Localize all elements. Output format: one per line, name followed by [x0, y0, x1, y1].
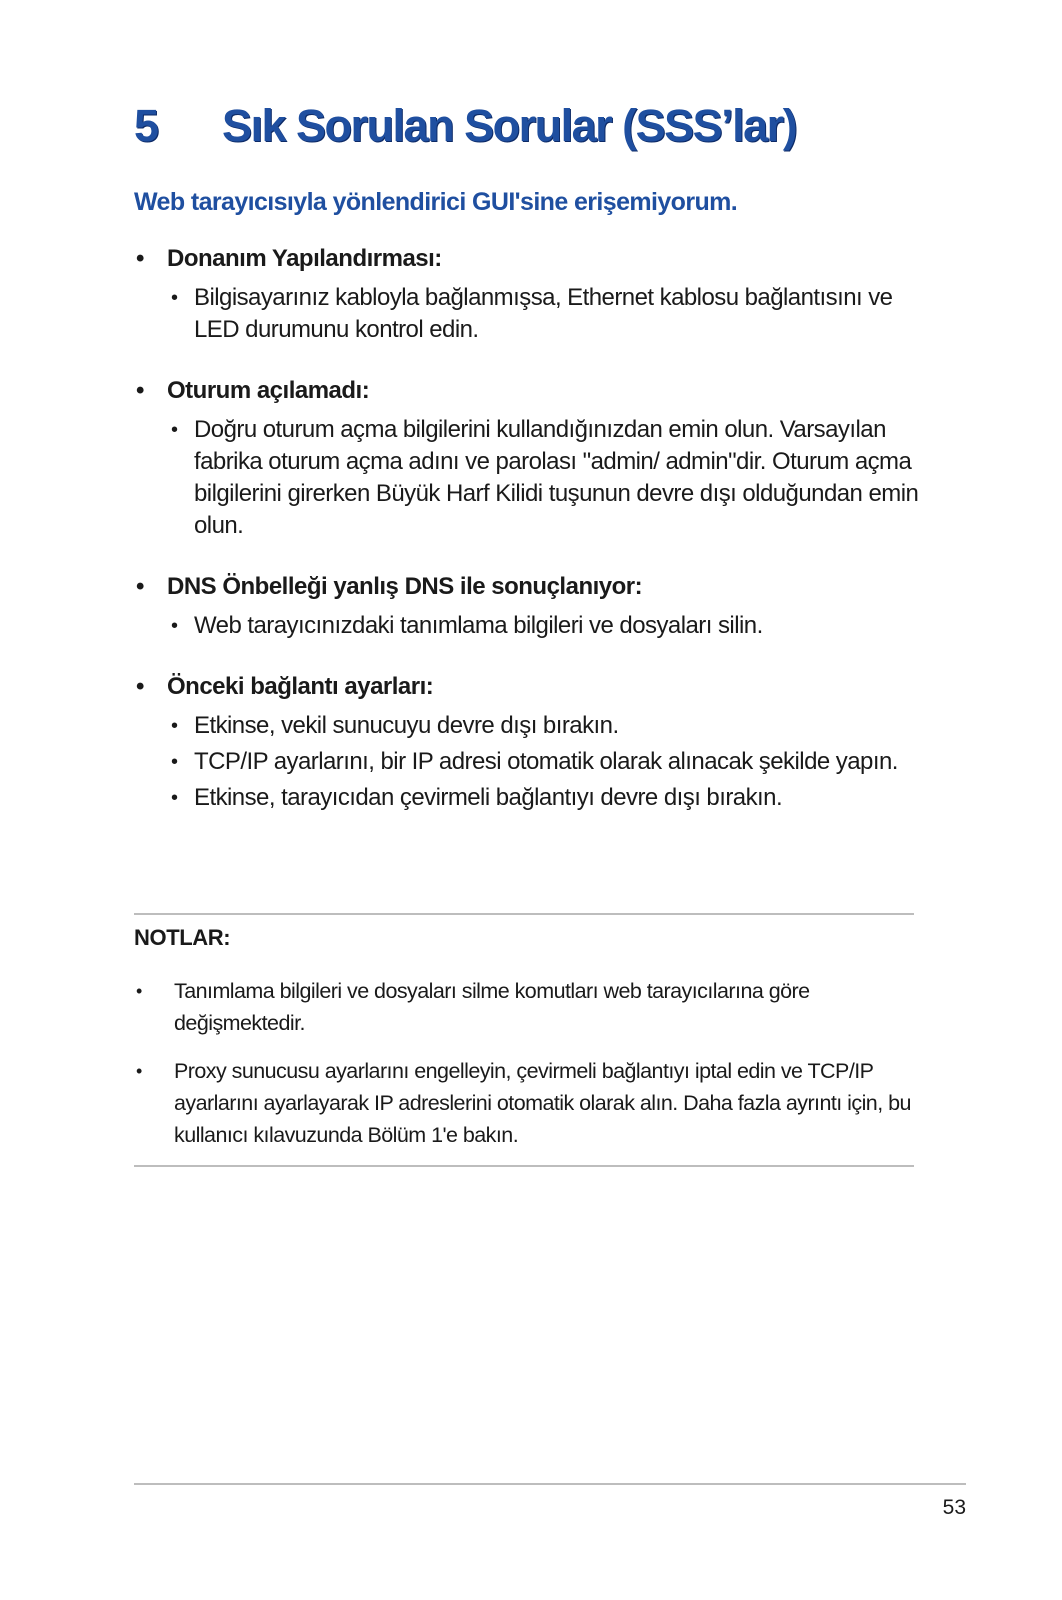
note-list [134, 975, 914, 1151]
list-item [134, 610, 924, 642]
page-number: 53 [942, 1496, 966, 1519]
chapter-title [134, 100, 796, 152]
list-item [134, 414, 924, 542]
list-item-text: Doğru oturum açma bilgilerini kullandığınızdan emin olun. Varsayılan fabrika oturum açma adını ve parolası "admin/ admin"dir. Oturum açma bilgilerini girerken Büyük Harf Kilidi tuşunun devre dışı olduğundan emin olun. [194, 416, 919, 539]
group-title-text: Önceki bağlantı ayarları: [167, 673, 434, 700]
bullet-icon: • [171, 287, 178, 309]
list-item [134, 782, 924, 814]
sub-list [134, 282, 924, 346]
bullet-icon: • [171, 751, 178, 773]
troubleshooting-group-login [134, 372, 924, 542]
chapter-number: 5 [134, 100, 158, 151]
note-item-text: Proxy sunucusu ayarlarını engelleyin, çevirmeli bağlantıyı iptal edin ve TCP/IP ayarlarını ayarlayarak IP adreslerini otomatik olarak alın. Daha fazla ayrıntı için, bu kullanıcı kılavuzunda Bölüm 1'e bakın. [174, 1059, 911, 1147]
group-title [134, 668, 924, 706]
notes-title: NOTLAR: [134, 925, 231, 950]
group-title-text: Donanım Yapılandırması: [167, 245, 442, 272]
bullet-icon: • [171, 419, 178, 441]
list-item [134, 746, 924, 778]
group-title-text: DNS Önbelleği yanlış DNS ile sonuçlanıyor: [167, 573, 643, 600]
list-item [134, 282, 924, 346]
troubleshooting-list [134, 240, 924, 840]
section-heading: Web tarayıcısıyla yönlendirici GUI'sine erişemiyorum. [134, 188, 738, 216]
bullet-icon: • [136, 1061, 142, 1081]
list-item-text: Bilgisayarınız kabloyla bağlanmışsa, Ethernet kablosu bağlantısını ve LED durumunu kontrol edin. [194, 284, 893, 343]
note-item [134, 1055, 914, 1151]
list-item-text: Web tarayıcınızdaki tanımlama bilgileri ve dosyaları silin. [194, 612, 763, 639]
group-title [134, 240, 924, 278]
sub-list [134, 610, 924, 642]
bullet-icon: • [136, 981, 142, 1001]
group-title-text: Oturum açılamadı: [167, 377, 370, 404]
notes-box [134, 913, 914, 1167]
troubleshooting-group-dns-cache [134, 568, 924, 642]
bullet-icon: • [136, 245, 144, 272]
bullet-icon: • [136, 573, 144, 600]
bullet-icon: • [171, 715, 178, 737]
footer-divider [134, 1483, 966, 1485]
troubleshooting-group-hardware [134, 240, 924, 346]
bullet-icon: • [136, 377, 144, 404]
bullet-icon: • [136, 673, 144, 700]
chapter-title-text: Sık Sorulan Sorular (SSS’lar) [222, 100, 797, 151]
sub-list [134, 414, 924, 542]
note-item-text: Tanımlama bilgileri ve dosyaları silme komutları web tarayıcılarına göre değişmektedir. [174, 979, 810, 1035]
sub-list [134, 710, 924, 814]
bullet-icon: • [171, 615, 178, 637]
list-item-text: Etkinse, vekil sunucuyu devre dışı bırakın. [194, 712, 619, 739]
group-title [134, 372, 924, 410]
list-item-text: Etkinse, tarayıcıdan çevirmeli bağlantıyı devre dışı bırakın. [194, 784, 783, 811]
group-title [134, 568, 924, 606]
list-item [134, 710, 924, 742]
note-item [134, 975, 914, 1039]
list-item-text: TCP/IP ayarlarını, bir IP adresi otomatik olarak alınacak şekilde yapın. [194, 748, 898, 775]
bullet-icon: • [171, 787, 178, 809]
troubleshooting-group-connection-settings [134, 668, 924, 814]
